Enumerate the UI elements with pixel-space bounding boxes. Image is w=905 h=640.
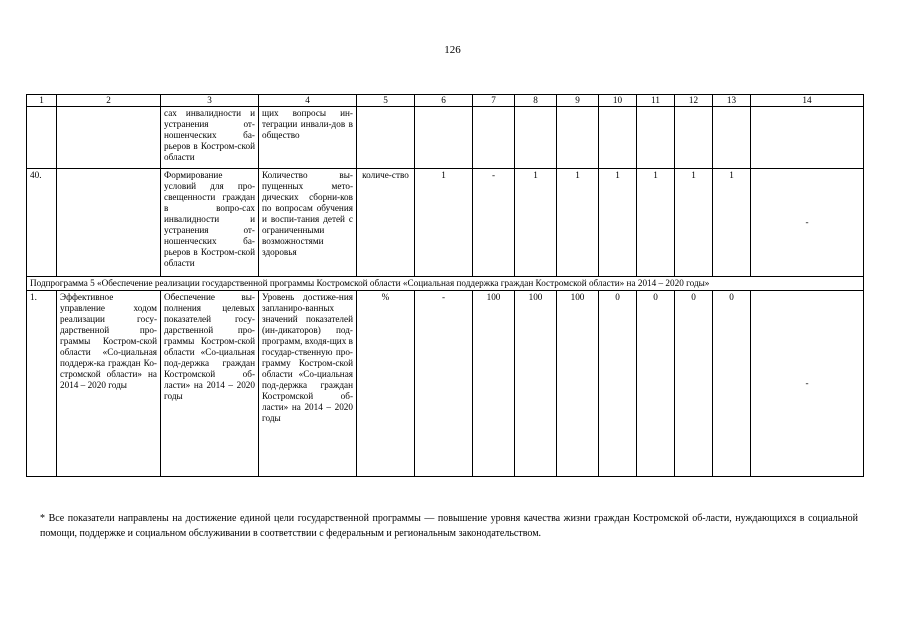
subprogram-row bbox=[27, 277, 864, 291]
value-cell: 1 bbox=[515, 169, 557, 277]
col-number: 4 bbox=[259, 95, 357, 107]
row-number: 1. bbox=[27, 291, 57, 477]
indicator-cell: Уровень достиже-ния запланиро-ванных значений показателей (ин-дикаторов) под-программ, входя-щих в государ-ственную про-грамму Костром-ской области «Со-циальная под-держка граждан Костромской об-ласти» на 2014 – 2020 годы bbox=[259, 291, 357, 477]
value-cell: 1 bbox=[713, 169, 751, 277]
value-cell: 0 bbox=[713, 291, 751, 477]
table-row bbox=[27, 169, 864, 277]
notes-cell: - bbox=[805, 378, 809, 388]
col-number: 11 bbox=[637, 95, 675, 107]
subprogram-title: Подпрограмма 5 «Обеспечение реализации государственной программы Костромской области «Социальная поддержка граждан Костромской области» на 2014 – 2020 годы» bbox=[27, 277, 864, 291]
row-number: 40. bbox=[27, 169, 57, 277]
value-cell: 1 bbox=[637, 169, 675, 277]
notes-cell: - bbox=[805, 217, 809, 227]
value-cell: 100 bbox=[557, 291, 599, 477]
col-number: 3 bbox=[161, 95, 259, 107]
unit-cell: % bbox=[357, 291, 415, 477]
col-number: 8 bbox=[515, 95, 557, 107]
value-cell: 0 bbox=[599, 291, 637, 477]
column-number-row bbox=[27, 95, 864, 107]
footnote: * Все показатели направлены на достижение единой цели государственной программы — повышение уровня качества жизни граждан Костромской об-ласти, нуждающихся в социальной помощи, поддержке и социальном обслуживании в соответствии с федеральным и региональным законодательством. bbox=[40, 513, 858, 539]
col-number: 9 bbox=[557, 95, 599, 107]
value-cell: - bbox=[415, 291, 473, 477]
page-number: 126 bbox=[444, 44, 461, 56]
col-number: 12 bbox=[675, 95, 713, 107]
indicators-table bbox=[26, 94, 864, 477]
unit-cell: количе-ство bbox=[357, 169, 415, 277]
table-row bbox=[27, 291, 864, 477]
task-cell: Эффективное управление ходом реализации госу-дарственной про-граммы Костром-ской области «Со-циальная поддерж-ка граждан Ко-стромской области» на 2014 – 2020 годы bbox=[57, 291, 161, 477]
value-cell: 1 bbox=[557, 169, 599, 277]
indicator-cell: щих вопросы ин-теграции инвали-дов в общество bbox=[259, 107, 357, 169]
value-cell: 100 bbox=[515, 291, 557, 477]
measure-cell: Обеспечение вы-полнения целевых показателей госу-дарственной про-граммы Костром-ской области «Со-циальная под-держка граждан Костромской об-ласти» на 2014 – 2020 годы bbox=[161, 291, 259, 477]
col-number: 14 bbox=[751, 95, 864, 107]
indicator-cell: Количество вы-пущенных мето-дических сборни-ков по вопросам обучения и воспи-тания детей с ограниченными возможностями здоровья bbox=[259, 169, 357, 277]
col-number: 6 bbox=[415, 95, 473, 107]
value-cell: 100 bbox=[473, 291, 515, 477]
value-cell: 0 bbox=[637, 291, 675, 477]
measure-cell: сах инвалидности и устранения от-ношенческих ба-рьеров в Костром-ской области bbox=[161, 107, 259, 169]
col-number: 5 bbox=[357, 95, 415, 107]
col-number: 13 bbox=[713, 95, 751, 107]
col-number: 1 bbox=[27, 95, 57, 107]
col-number: 10 bbox=[599, 95, 637, 107]
col-number: 2 bbox=[57, 95, 161, 107]
table-row bbox=[27, 107, 864, 169]
value-cell: 1 bbox=[415, 169, 473, 277]
value-cell: 1 bbox=[675, 169, 713, 277]
measure-cell: Формирование условий для про-свещенности граждан в вопро-сах инвалидности и устранения от-ношенческих ба-рьеров в Костром-ской области bbox=[161, 169, 259, 277]
col-number: 7 bbox=[473, 95, 515, 107]
value-cell: 1 bbox=[599, 169, 637, 277]
value-cell: - bbox=[473, 169, 515, 277]
value-cell: 0 bbox=[675, 291, 713, 477]
